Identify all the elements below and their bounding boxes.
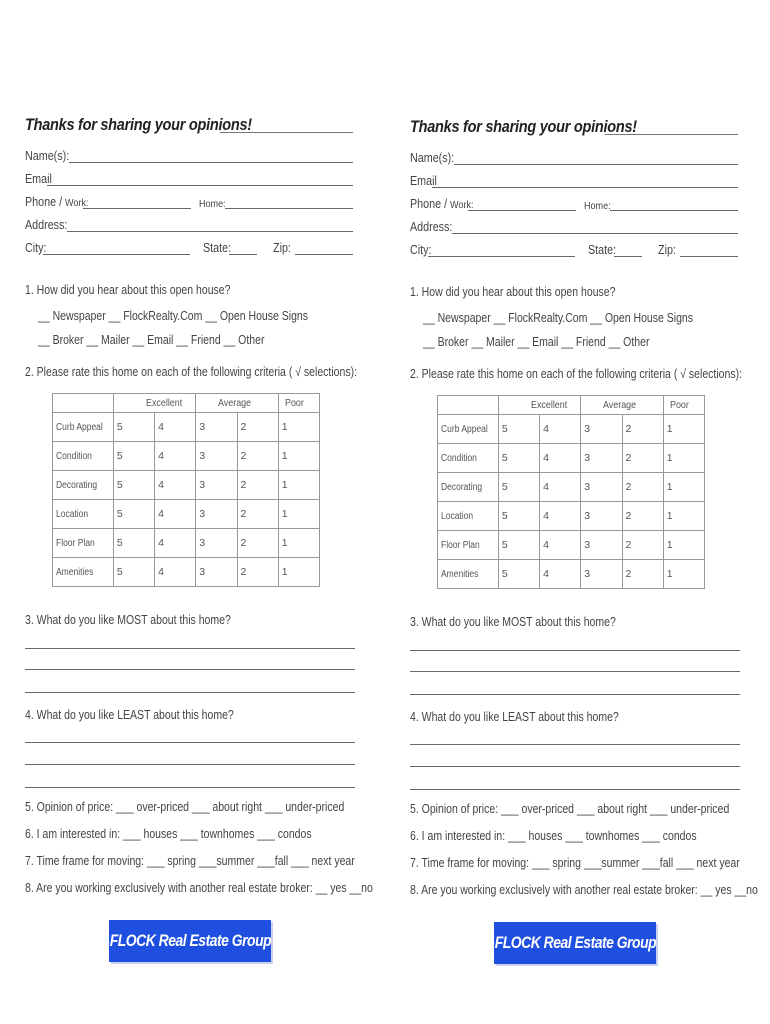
rating-option-5[interactable]: 5 (498, 444, 539, 473)
criterion-label: Amenities (438, 560, 499, 589)
rating-option-1[interactable]: 1 (278, 442, 319, 471)
question-1: 1. How did you hear about this open house? (25, 283, 231, 297)
zip-field[interactable] (295, 254, 353, 255)
rating-option-3[interactable]: 3 (581, 444, 622, 473)
rating-option-4[interactable]: 4 (155, 500, 196, 529)
names-field[interactable] (454, 164, 738, 165)
rating-row (438, 473, 705, 502)
rating-option-1[interactable]: 1 (663, 531, 704, 560)
rating-option-3[interactable]: 3 (196, 442, 237, 471)
rating-option-4[interactable]: 4 (155, 529, 196, 558)
rating-row (438, 560, 705, 589)
address-label: Address: (25, 218, 68, 232)
rating-option-4[interactable]: 4 (540, 473, 581, 502)
rating-option-5[interactable]: 5 (113, 442, 154, 471)
question-1-options-row-2[interactable]: __ Broker __ Mailer __ Email __ Friend __ Other (38, 333, 265, 347)
zip-field[interactable] (680, 256, 738, 257)
state-field[interactable] (229, 254, 257, 255)
question-8[interactable]: 8. Are you working exclusively with another real estate broker: __ yes __no (410, 883, 758, 897)
question-5[interactable]: 5. Opinion of price: ___ over-priced ___ about right ___ under-priced (25, 800, 345, 814)
rating-option-1[interactable]: 1 (278, 529, 319, 558)
least-answer-line-1[interactable] (410, 744, 740, 745)
email-field[interactable] (47, 185, 353, 186)
question-7[interactable]: 7. Time frame for moving: ___ spring ___summer ___fall ___ next year (25, 854, 355, 868)
rating-option-5[interactable]: 5 (498, 502, 539, 531)
question-6[interactable]: 6. I am interested in: ___ houses ___ townhomes ___ condos (25, 827, 312, 841)
rating-option-4[interactable]: 4 (540, 531, 581, 560)
rating-option-3[interactable]: 3 (581, 560, 622, 589)
rating-header-row (53, 394, 320, 413)
rating-option-1[interactable]: 1 (278, 413, 319, 442)
rating-option-1[interactable]: 1 (663, 473, 704, 502)
rating-option-3[interactable]: 3 (196, 413, 237, 442)
state-label: State: (588, 243, 617, 257)
least-answer-line-2[interactable] (410, 766, 740, 767)
rating-option-2[interactable]: 2 (622, 560, 663, 589)
rating-header-blank (438, 396, 499, 415)
rating-option-4[interactable]: 4 (540, 560, 581, 589)
rating-table (52, 393, 320, 587)
rating-option-3[interactable]: 3 (196, 558, 237, 587)
most-answer-line-1[interactable] (410, 650, 740, 651)
email-label: Email (25, 172, 52, 186)
flock-logo: FLOCK Real Estate Group (494, 922, 656, 964)
criterion-label: Curb Appeal (438, 415, 499, 444)
phone-label: Phone / Work: (410, 197, 474, 211)
question-7[interactable]: 7. Time frame for moving: ___ spring ___summer ___fall ___ next year (410, 856, 740, 870)
question-8[interactable]: 8. Are you working exclusively with another real estate broker: __ yes __no (25, 881, 373, 895)
rating-option-3[interactable]: 3 (196, 471, 237, 500)
names-field[interactable] (69, 162, 353, 163)
title-underline (605, 134, 738, 135)
address-label: Address: (410, 220, 453, 234)
rating-option-4[interactable]: 4 (155, 442, 196, 471)
rating-option-5[interactable]: 5 (113, 558, 154, 587)
state-field[interactable] (614, 256, 642, 257)
rating-option-1[interactable]: 1 (663, 415, 704, 444)
criterion-label: Amenities (53, 558, 114, 587)
rating-option-4[interactable]: 4 (540, 415, 581, 444)
city-field[interactable] (428, 256, 575, 257)
rating-option-3[interactable]: 3 (581, 531, 622, 560)
email-label: Email (410, 174, 437, 188)
rating-option-2[interactable]: 2 (622, 444, 663, 473)
rating-option-5[interactable]: 5 (498, 560, 539, 589)
rating-option-2[interactable]: 2 (237, 442, 278, 471)
rating-option-1[interactable]: 1 (278, 558, 319, 587)
city-field[interactable] (43, 254, 190, 255)
home-phone-label: Home: (584, 200, 611, 212)
rating-option-4[interactable]: 4 (155, 413, 196, 442)
rating-option-4[interactable]: 4 (155, 471, 196, 500)
rating-row (53, 558, 320, 587)
rating-row (53, 471, 320, 500)
survey-card-left (25, 112, 373, 972)
most-answer-line-2[interactable] (410, 671, 740, 672)
rating-option-3[interactable]: 3 (196, 500, 237, 529)
rating-option-5[interactable]: 5 (498, 531, 539, 560)
average-header: Average (581, 396, 663, 415)
zip-label: Zip: (658, 243, 676, 257)
criterion-label: Location (53, 500, 114, 529)
rating-header-blank (53, 394, 114, 413)
rating-option-2[interactable]: 2 (237, 529, 278, 558)
home-phone-field[interactable] (610, 210, 738, 211)
form-title: Thanks for sharing your opinions! (410, 118, 637, 136)
rating-option-1[interactable]: 1 (663, 502, 704, 531)
criterion-label: Condition (438, 444, 499, 473)
excellent-header: Excellent (113, 394, 195, 413)
home-phone-field[interactable] (225, 208, 353, 209)
phone-label: Phone / Work: (25, 195, 89, 209)
rating-option-1[interactable]: 1 (278, 500, 319, 529)
rating-row (438, 444, 705, 473)
rating-option-4[interactable]: 4 (540, 444, 581, 473)
most-answer-line-1[interactable] (25, 648, 355, 649)
criterion-label: Decorating (438, 473, 499, 502)
rating-option-2[interactable]: 2 (622, 531, 663, 560)
question-5[interactable]: 5. Opinion of price: ___ over-priced ___ about right ___ under-priced (410, 802, 730, 816)
flock-logo: FLOCK Real Estate Group (109, 920, 271, 962)
rating-option-2[interactable]: 2 (622, 473, 663, 502)
least-answer-line-1[interactable] (25, 742, 355, 743)
question-1-options-row-2[interactable]: __ Broker __ Mailer __ Email __ Friend __ Other (423, 335, 650, 349)
rating-option-4[interactable]: 4 (155, 558, 196, 587)
question-1-options-row-1[interactable]: __ Newspaper __ FlockRealty.Com __ Open House Signs (423, 311, 694, 325)
excellent-header: Excellent (498, 396, 580, 415)
question-4: 4. What do you like LEAST about this home? (25, 708, 234, 722)
rating-table (437, 395, 705, 589)
rating-option-2[interactable]: 2 (237, 471, 278, 500)
form-title: Thanks for sharing your opinions! (25, 116, 252, 134)
home-phone-label: Home: (199, 198, 226, 210)
question-3: 3. What do you like MOST about this home? (410, 615, 616, 629)
criterion-label: Floor Plan (438, 531, 499, 560)
address-field[interactable] (67, 231, 353, 232)
rating-option-5[interactable]: 5 (113, 471, 154, 500)
title-underline (220, 132, 353, 133)
rating-row (53, 529, 320, 558)
criterion-label: Floor Plan (53, 529, 114, 558)
most-answer-line-2[interactable] (25, 669, 355, 670)
rating-option-2[interactable]: 2 (622, 415, 663, 444)
title-row (410, 114, 738, 140)
question-2: 2. Please rate this home on each of the following criteria ( √ selections): (410, 367, 743, 381)
rating-option-4[interactable]: 4 (540, 502, 581, 531)
question-6[interactable]: 6. I am interested in: ___ houses ___ townhomes ___ condos (410, 829, 697, 843)
most-answer-line-3[interactable] (410, 694, 740, 695)
rating-option-1[interactable]: 1 (663, 560, 704, 589)
rating-row (53, 442, 320, 471)
question-1: 1. How did you hear about this open house? (410, 285, 616, 299)
rating-option-2[interactable]: 2 (237, 500, 278, 529)
rating-header-row (438, 396, 705, 415)
rating-option-5[interactable]: 5 (498, 415, 539, 444)
address-field[interactable] (452, 233, 738, 234)
rating-option-5[interactable]: 5 (498, 473, 539, 502)
title-row (25, 112, 353, 138)
rating-option-3[interactable]: 3 (196, 529, 237, 558)
survey-card-right (410, 114, 758, 974)
criterion-label: Curb Appeal (53, 413, 114, 442)
least-answer-line-3[interactable] (25, 787, 355, 788)
rating-row (438, 502, 705, 531)
city-label: City: (410, 243, 432, 257)
poor-header: Poor (278, 394, 319, 413)
criterion-label: Condition (53, 442, 114, 471)
rating-option-2[interactable]: 2 (622, 502, 663, 531)
rating-row (53, 500, 320, 529)
least-answer-line-3[interactable] (410, 789, 740, 790)
question-2: 2. Please rate this home on each of the following criteria ( √ selections): (25, 365, 358, 379)
state-label: State: (203, 241, 232, 255)
rating-row (438, 415, 705, 444)
email-field[interactable] (432, 187, 738, 188)
average-header: Average (196, 394, 278, 413)
rating-option-2[interactable]: 2 (237, 413, 278, 442)
rating-option-3[interactable]: 3 (581, 473, 622, 502)
question-3: 3. What do you like MOST about this home? (25, 613, 231, 627)
question-1-options-row-1[interactable]: __ Newspaper __ FlockRealty.Com __ Open House Signs (38, 309, 309, 323)
rating-option-5[interactable]: 5 (113, 500, 154, 529)
rating-option-1[interactable]: 1 (278, 471, 319, 500)
work-phone-field[interactable] (468, 210, 576, 211)
rating-option-5[interactable]: 5 (113, 529, 154, 558)
criterion-label: Location (438, 502, 499, 531)
rating-row (438, 531, 705, 560)
rating-option-5[interactable]: 5 (113, 413, 154, 442)
zip-label: Zip: (273, 241, 291, 255)
criterion-label: Decorating (53, 471, 114, 500)
rating-option-1[interactable]: 1 (663, 444, 704, 473)
rating-option-3[interactable]: 3 (581, 502, 622, 531)
work-phone-field[interactable] (83, 208, 191, 209)
rating-row (53, 413, 320, 442)
rating-option-2[interactable]: 2 (237, 558, 278, 587)
most-answer-line-3[interactable] (25, 692, 355, 693)
question-4: 4. What do you like LEAST about this home? (410, 710, 619, 724)
names-label: Name(s): (410, 151, 455, 165)
poor-header: Poor (663, 396, 704, 415)
rating-option-3[interactable]: 3 (581, 415, 622, 444)
least-answer-line-2[interactable] (25, 764, 355, 765)
names-label: Name(s): (25, 149, 70, 163)
city-label: City: (25, 241, 47, 255)
